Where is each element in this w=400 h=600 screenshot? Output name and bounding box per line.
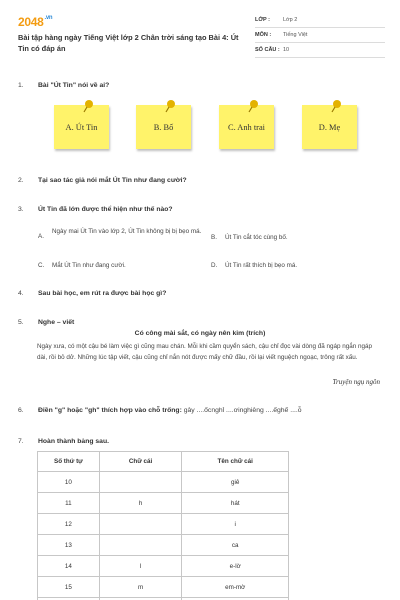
pushpin-icon <box>330 99 344 113</box>
question-text: Hoàn thành bảng sau. <box>38 438 109 445</box>
passage-text: Ngày xưa, có một cậu bé làm việc gì cũng mau chán. Mỗi khi cầm quyển sách, cậu chỉ đọc vài dòng đã ngáp ngắn ngáp dài, rồi bỏ dở. Những lúc tập viết, cậu cũng chỉ nắn nót được mấy chữ đầu, rồi lại viết nguệch ngoạc, trông rất xấu. <box>37 343 372 361</box>
question-number: 5. <box>18 319 24 326</box>
table-row <box>38 535 289 556</box>
letters-table <box>37 451 289 600</box>
passage-title: Có công mài sắt, có ngày nên kim (trích) <box>134 330 266 337</box>
question-5 <box>18 319 74 326</box>
option-b[interactable] <box>211 233 381 244</box>
pushpin-icon <box>164 99 178 113</box>
answer-note-c[interactable] <box>219 105 274 149</box>
question-6 <box>18 407 302 414</box>
table-cell: 13 <box>38 535 100 556</box>
passage-source: Truyện ngụ ngôn <box>332 378 380 386</box>
fill-in-blank-items: gây ....ốcnghỉ ....ơinghiêng ....ếghế ....ỗ <box>183 407 302 414</box>
table-cell: em-mờ <box>182 577 289 598</box>
table-cell: h <box>99 493 182 514</box>
question-number: 1. <box>18 82 24 89</box>
table-row <box>38 514 289 535</box>
option-letter: C. <box>38 262 45 269</box>
table-cell: hát <box>182 493 289 514</box>
option-text: Út Tin cắt tóc cùng bố. <box>225 234 288 241</box>
question-7 <box>18 438 109 445</box>
meta-value: Tiếng Việt <box>283 32 308 38</box>
question-number: 3. <box>18 206 24 213</box>
table-row <box>38 577 289 598</box>
column-header: Tên chữ cái <box>182 452 289 472</box>
table-cell: 15 <box>38 577 100 598</box>
meta-row-grade <box>255 13 385 28</box>
table-cell[interactable] <box>99 514 182 535</box>
question-number: 4. <box>18 290 24 297</box>
meta-row-question-count <box>255 43 385 58</box>
question-number: 7. <box>18 438 24 445</box>
table-cell: ca <box>182 535 289 556</box>
question-text: Út Tin đã lớn được thể hiện như thế nào? <box>38 206 173 213</box>
option-d[interactable] <box>211 261 381 272</box>
table-cell: giê <box>182 472 289 493</box>
question-3 <box>18 206 173 213</box>
column-header: Số thứ tự <box>38 452 100 472</box>
site-logo[interactable] <box>18 15 52 29</box>
table-row <box>38 493 289 514</box>
pushpin-icon <box>82 99 96 113</box>
table-cell: 11 <box>38 493 100 514</box>
answer-label: A. Út Tin <box>65 122 98 132</box>
table-cell[interactable] <box>99 472 182 493</box>
meta-row-subject <box>255 28 385 43</box>
table-cell: 10 <box>38 472 100 493</box>
answer-label: D. Mẹ <box>318 122 341 132</box>
meta-value: 10 <box>283 47 290 53</box>
option-text: Ngày mai Út Tin vào lớp 2, Út Tin không bị bị bẹo má. <box>52 228 202 235</box>
option-text: Mắt Út Tin như đang cười. <box>52 262 126 269</box>
option-letter: B. <box>211 234 217 241</box>
pushpin-icon <box>247 99 261 113</box>
answer-note-a[interactable] <box>54 105 109 149</box>
question-text: Điền "g" hoặc "gh" thích hợp vào chỗ trống: <box>38 407 182 414</box>
question-text: Tại sao tác giả nói mắt Út Tin như đang cười? <box>38 177 187 184</box>
question-4 <box>18 290 166 297</box>
meta-label: LỚP : <box>255 17 270 23</box>
answer-note-d[interactable] <box>302 105 357 149</box>
answer-label: B. Bố <box>153 122 174 132</box>
answer-label: C. Anh trai <box>228 122 265 132</box>
answer-notes <box>54 101 374 153</box>
table-cell: m <box>99 577 182 598</box>
option-letter: A. <box>38 233 44 240</box>
option-text: Út Tin rất thích bị bẹo má. <box>225 262 298 269</box>
meta-label: SỐ CÂU : <box>255 47 280 53</box>
option-c[interactable] <box>38 261 208 272</box>
logo-text: 2048 <box>18 15 44 29</box>
question-text: Nghe – viết <box>38 319 75 326</box>
table-cell: e-lờ <box>182 556 289 577</box>
question-number: 6. <box>18 407 24 414</box>
meta-info-box <box>255 13 385 58</box>
page-header <box>0 0 400 74</box>
answer-note-b[interactable] <box>136 105 191 149</box>
table-row <box>38 472 289 493</box>
question-number: 2. <box>18 177 24 184</box>
logo-suffix: .vn <box>44 15 53 21</box>
option-letter: D. <box>211 262 218 269</box>
question-text: Sau bài học, em rút ra được bài học gì? <box>38 290 167 297</box>
table-cell: 12 <box>38 514 100 535</box>
table-row <box>38 556 289 577</box>
column-header: Chữ cái <box>99 452 182 472</box>
option-a[interactable] <box>38 227 208 249</box>
table-cell: i <box>182 514 289 535</box>
table-header-row <box>38 452 289 472</box>
table-cell: l <box>99 556 182 577</box>
question-1 <box>18 82 109 89</box>
table-cell[interactable] <box>99 535 182 556</box>
table-cell: 14 <box>38 556 100 577</box>
document-title: Bài tập hàng ngày Tiếng Việt lớp 2 Chân trời sáng tạo Bài 4: Út Tin có đáp án <box>18 33 239 53</box>
meta-value: Lớp 2 <box>283 17 298 23</box>
question-text: Bài "Út Tin" nói về ai? <box>38 82 110 89</box>
meta-label: MÔN : <box>255 32 272 38</box>
question-2 <box>18 177 187 184</box>
